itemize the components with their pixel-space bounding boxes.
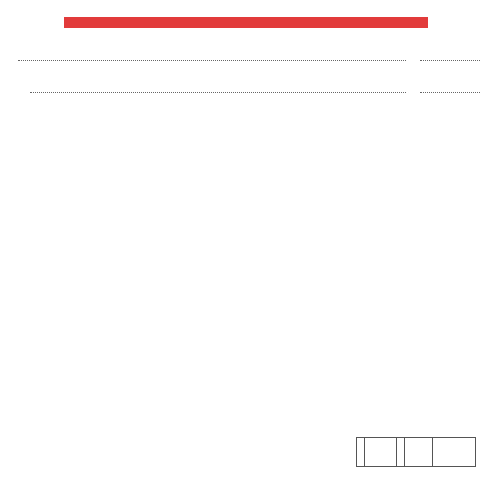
- footer-divider: [404, 437, 405, 466]
- footer-divider: [396, 437, 397, 466]
- footer-divider: [432, 437, 433, 466]
- footer-divider: [364, 437, 365, 466]
- dotted-line: [30, 92, 406, 93]
- footer-box: [356, 437, 476, 467]
- dotted-line: [420, 92, 480, 93]
- number-strip: [64, 17, 428, 28]
- dotted-line: [18, 60, 406, 61]
- dotted-line: [420, 60, 480, 61]
